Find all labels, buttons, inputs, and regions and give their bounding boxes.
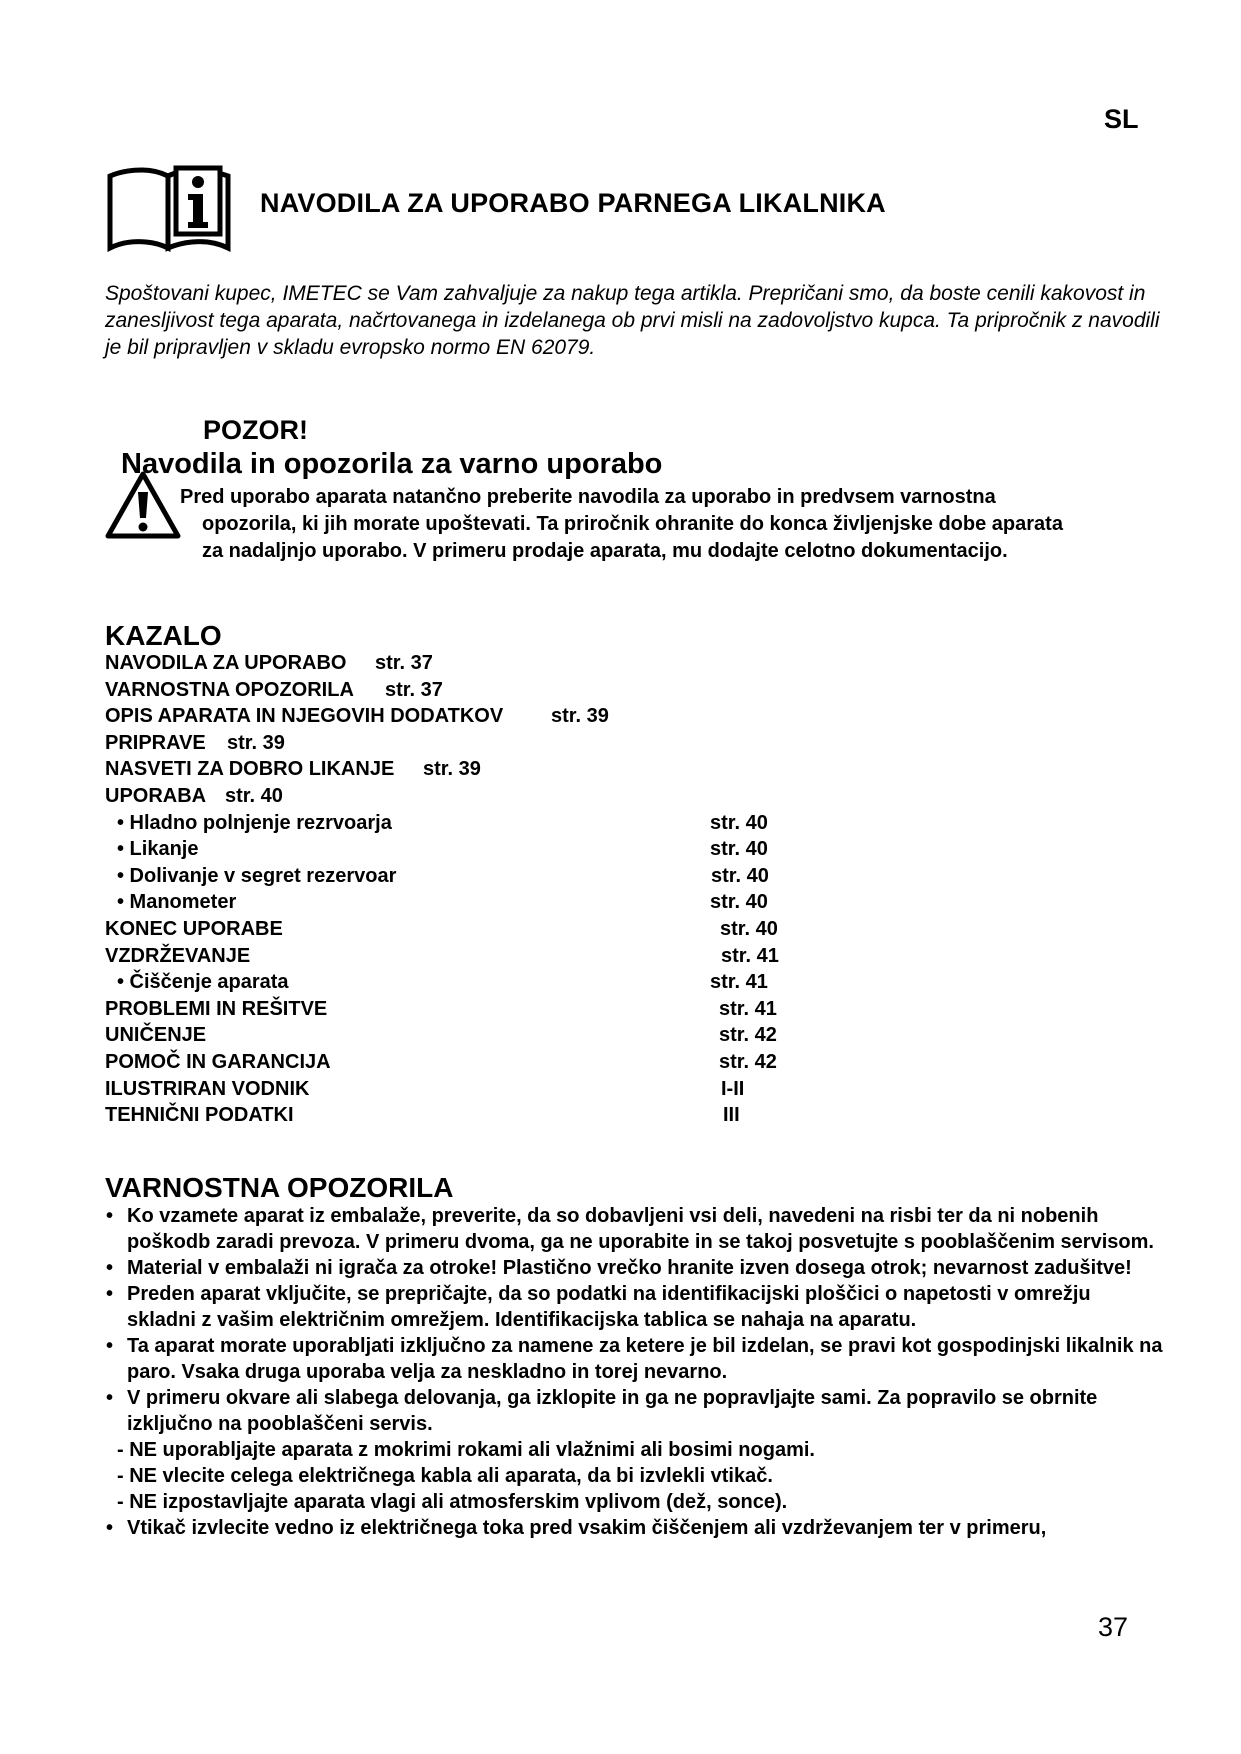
- toc-page: str. 37: [375, 652, 433, 674]
- warning-line-3: za nadaljnjo uporabo. V primeru prodaje aparata, mu dodajte celotno dokumentacijo.: [202, 540, 1008, 562]
- toc-row: [105, 677, 905, 704]
- toc-row: [105, 703, 905, 730]
- toc-label: • Manometer: [117, 891, 237, 914]
- language-code: SL: [1104, 104, 1139, 134]
- toc-label: • Likanje: [117, 838, 199, 861]
- toc-label: • Hladno polnjenje rezrvoarja: [117, 811, 392, 834]
- bullet: •: [106, 1205, 114, 1227]
- toc-label: PROBLEMI IN REŠITVE: [105, 997, 328, 1020]
- page-number: 37: [1098, 1612, 1129, 1642]
- list-item: - NE vlecite celega električnega kabla ali aparata, da bi izvlekli vtikač.: [117, 1465, 773, 1487]
- toc-row: [105, 650, 905, 677]
- toc-page: str. 40: [710, 891, 768, 914]
- list-item-text: Ko vzamete aparat iz embalaže, preverite, da so dobavljeni vsi deli, navedeni na risbi ter da ni nobenih poškodb zaradi prevoza. V primeru dvoma, ga ne uporabite in se takoj posvetujte s pooblaščenim servisom.: [127, 1205, 1154, 1253]
- toc-row: [105, 1102, 905, 1129]
- list-item: [105, 1281, 1165, 1333]
- toc-page: str. 39: [423, 758, 481, 781]
- toc-row: [105, 889, 905, 916]
- toc-row: [105, 836, 905, 863]
- table-of-contents: [105, 650, 905, 1129]
- toc-label: UNIČENJE: [105, 1024, 207, 1047]
- toc-label: TEHNIČNI PODATKI: [105, 1104, 294, 1127]
- toc-row: [105, 1022, 905, 1049]
- toc-page: str. 40: [710, 811, 768, 834]
- toc-page: str. 40: [710, 838, 768, 861]
- safety-heading: VARNOSTNA OPOZORILA: [105, 1172, 454, 1203]
- toc-page: I-II: [721, 1077, 745, 1100]
- warning-subheading: Navodila in opozorila za varno uporabo: [121, 448, 663, 480]
- toc-page: str. 37: [385, 678, 443, 701]
- list-item-text: Material v embalaži ni igrača za otroke! Plastično vrečko hranite izven dosega otrok; nevarnost zadušitve!: [127, 1257, 1132, 1279]
- toc-row: [105, 1076, 905, 1103]
- toc-label: UPORABA: [105, 784, 207, 807]
- toc-row: [105, 863, 905, 890]
- bullet: •: [106, 1387, 114, 1409]
- bullet: •: [106, 1283, 114, 1305]
- warning-heading: POZOR!: [203, 415, 308, 445]
- list-item-text: V primeru okvare ali slabega delovanja, ga izklopite in ga ne popravljajte sami. Za popravilo se obrnite izključno na pooblaščeni servis.: [127, 1387, 1098, 1435]
- list-item: - NE uporabljajte aparata z mokrimi rokami ali vlažnimi ali bosimi nogami.: [117, 1439, 815, 1461]
- page-title: NAVODILA ZA UPORABO PARNEGA LIKALNIKA: [260, 188, 886, 218]
- toc-page: str. 39: [551, 705, 609, 728]
- toc-label: OPIS APARATA IN NJEGOVIH DODATKOV: [105, 705, 504, 728]
- toc-row: [105, 1049, 905, 1076]
- intro-paragraph: Spoštovani kupec, IMETEC se Vam zahvaljuje za nakup tega artikla. Prepričani smo, da boste cenili kakovost in zanesljivost tega aparata, načrtovanega in izdelanega ob prvi misli na zadovoljstvo kupca. Ta pripročnik z navodili je bil pripravljen v skladu evropsko normo EN 62079.: [105, 282, 1160, 359]
- toc-label: NASVETI ZA DOBRO LIKANJE: [105, 758, 395, 781]
- toc-page: str. 42: [719, 1050, 777, 1073]
- toc-page: str. 41: [721, 944, 779, 967]
- list-item-text: Ta aparat morate uporabljati izključno za namene za ketere je bil izdelan, se pravi kot gospodinjski likalnik na paro. Vsaka druga uporaba velja za neskladno in torej nevarno.: [127, 1335, 1163, 1383]
- toc-page: str. 40: [225, 784, 283, 807]
- list-item: [105, 1255, 1165, 1281]
- warning-line-1: Pred uporabo aparata natančno preberite navodila za uporabo in predvsem varnostna: [180, 486, 996, 508]
- toc-row: [105, 730, 905, 757]
- bullet: •: [106, 1257, 114, 1279]
- toc-row: [105, 810, 905, 837]
- toc-label: KONEC UPORABE: [105, 917, 283, 940]
- toc-page: str. 40: [711, 864, 769, 887]
- toc-page: III: [723, 1104, 740, 1127]
- toc-label: VARNOSTNA OPOZORILA: [105, 678, 354, 701]
- toc-label: PRIPRAVE: [105, 731, 206, 754]
- toc-row: [105, 996, 905, 1023]
- toc-row: [105, 916, 905, 943]
- toc-label: POMOČ IN GARANCIJA: [105, 1050, 331, 1073]
- list-item-text: Preden aparat vključite, se prepričajte, da so podatki na identifikacijski ploščici o napetosti v omrežju skladni z vašim električnim omrežjem. Identifikacijska tablica se nahaja na aparatu.: [127, 1283, 1091, 1331]
- list-item: - NE izpostavljajte aparata vlagi ali atmosferskim vplivom (dež, sonce).: [117, 1491, 788, 1513]
- list-item: [105, 1515, 1165, 1541]
- toc-heading: KAZALO: [105, 620, 222, 651]
- toc-row: [105, 756, 905, 783]
- warning-text: [180, 484, 1165, 565]
- toc-row: [105, 783, 905, 810]
- toc-row: [105, 969, 905, 996]
- toc-label: • Čiščenje aparata: [117, 971, 289, 994]
- toc-page: str. 40: [720, 917, 778, 940]
- list-item-text: Vtikač izvlecite vedno iz električnega toka pred vsakim čiščenjem ali vzdrževanjem ter v primeru,: [127, 1517, 1047, 1539]
- toc-page: str. 39: [227, 731, 285, 754]
- bullet: •: [106, 1335, 114, 1357]
- safety-list: [105, 1203, 1165, 1541]
- list-item: [105, 1333, 1165, 1385]
- warning-line-2: opozorila, ki jih morate upoštevati. Ta priročnik ohranite do konca življenjske dobe aparata: [202, 513, 1063, 535]
- info-book-icon: [106, 160, 232, 252]
- toc-page: str. 41: [710, 971, 768, 994]
- bullet: •: [106, 1517, 114, 1539]
- toc-page: str. 42: [719, 1024, 777, 1047]
- toc-label: NAVODILA ZA UPORABO: [105, 652, 347, 674]
- toc-page: str. 41: [719, 997, 777, 1020]
- list-item: [105, 1203, 1165, 1255]
- warning-triangle-icon: [104, 470, 182, 540]
- toc-label: VZDRŽEVANJE: [105, 944, 251, 967]
- list-item: [105, 1385, 1165, 1437]
- toc-label: • Dolivanje v segret rezervoar: [117, 864, 397, 887]
- toc-row: [105, 943, 905, 970]
- toc-label: ILUSTRIRAN VODNIK: [105, 1077, 310, 1100]
